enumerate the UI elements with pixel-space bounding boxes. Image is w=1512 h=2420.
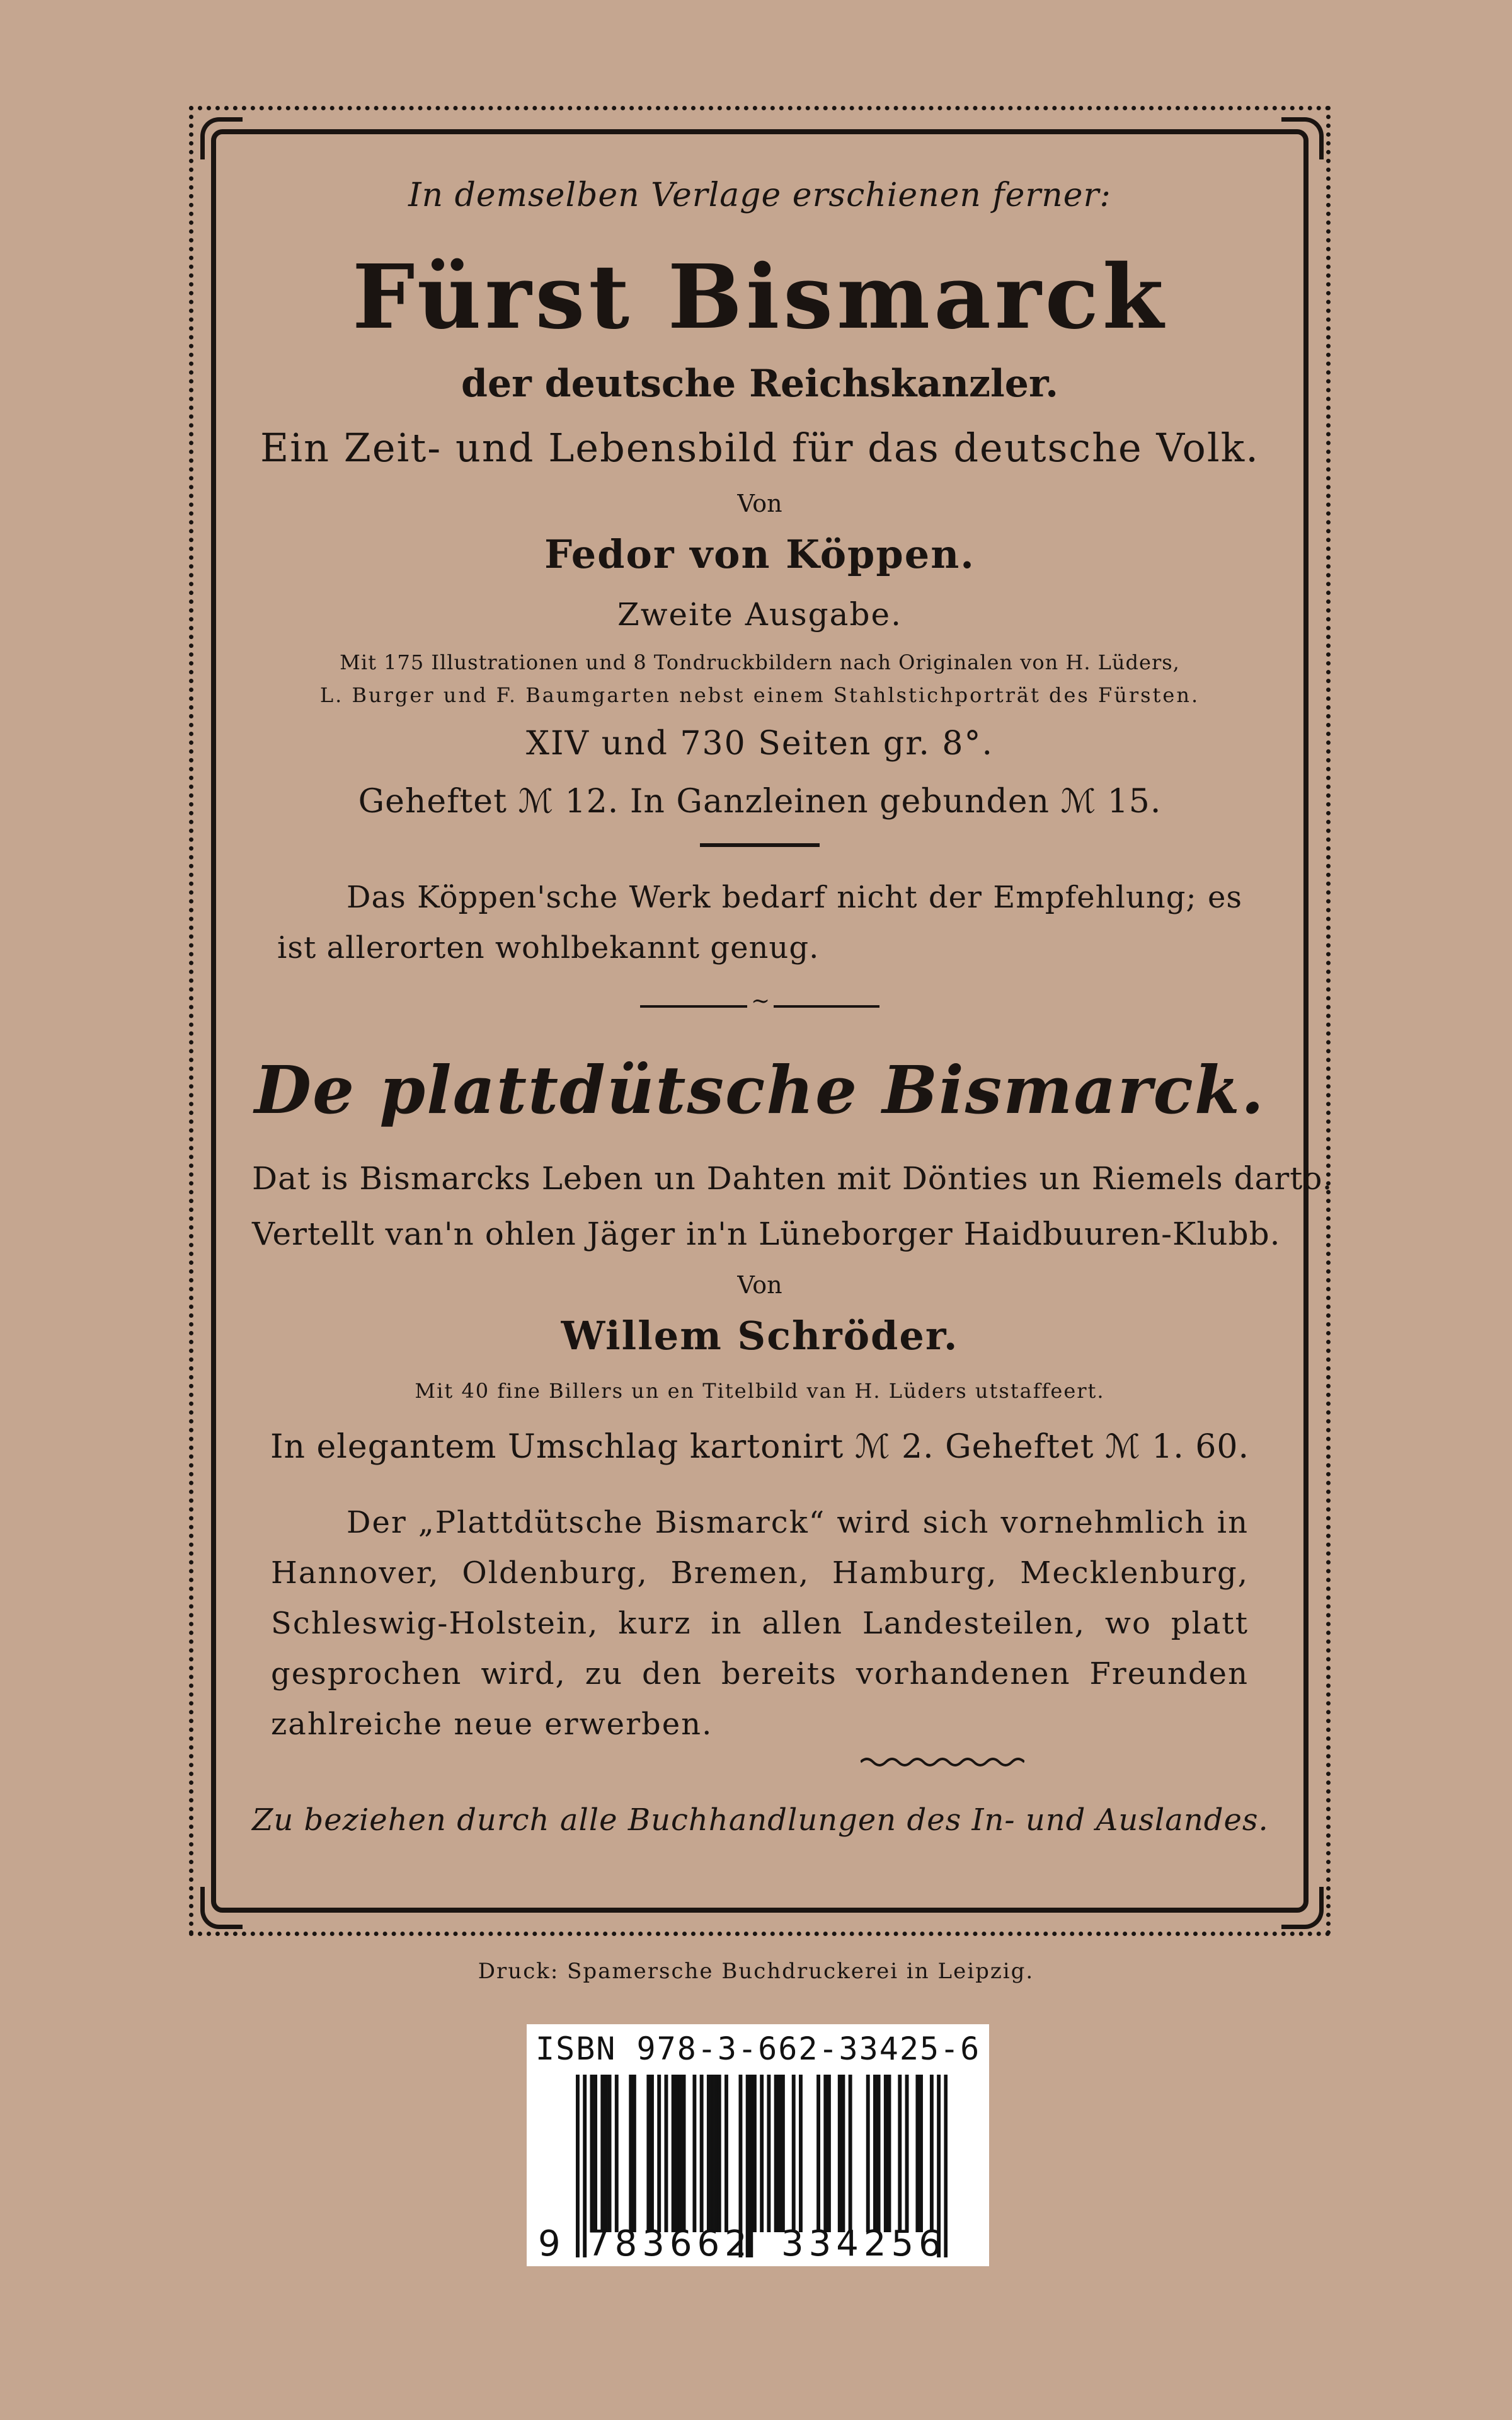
book-title-fuerst-bismarck: Fürst Bismarck — [352, 246, 1167, 349]
barcode-bar — [633, 2075, 636, 2232]
edition-label: Zweite Ausgabe. — [617, 596, 902, 633]
barcode-bar — [905, 2075, 909, 2232]
corner-ornament — [200, 1887, 243, 1929]
review-paragraph: Das Köppen'sche Werk bedarf nicht der Empfehlung; es ist allerorten wohlbekannt genug. — [277, 880, 1242, 965]
author-name: Willem Schröder. — [561, 1313, 959, 1359]
advertisement-content — [252, 158, 1333, 1838]
ornament-divider — [640, 988, 879, 1014]
barcode-bar — [930, 2075, 934, 2232]
barcode-bar — [915, 2075, 919, 2232]
corner-ornament — [1281, 117, 1324, 159]
barcode-bar — [629, 2075, 633, 2232]
barcode-bar — [583, 2075, 587, 2257]
distribution-note: Zu beziehen durch alle Buchhandlungen des In- und Auslandes. — [252, 1802, 1269, 1838]
barcode-bar — [866, 2075, 870, 2232]
corner-ornament — [1281, 1887, 1324, 1929]
barcode-bar — [608, 2075, 612, 2232]
barcode-bar — [753, 2075, 757, 2232]
barcode-bar — [615, 2075, 619, 2232]
barcode-box — [527, 2024, 989, 2266]
barcode-bar — [799, 2075, 803, 2232]
barcode-bar — [774, 2075, 778, 2232]
price-line: In elegantem Umschlag kartonirt ℳ 2. Geheftet ℳ 1. 60. — [270, 1428, 1250, 1466]
barcode-bar — [718, 2075, 721, 2232]
book-subtitle: der deutsche Reichskanzler. — [461, 362, 1058, 406]
divider — [700, 843, 820, 847]
barcode-bar — [604, 2075, 608, 2232]
barcode-bar — [672, 2075, 675, 2232]
illustrations-line: Mit 175 Illustrationen und 8 Tondruckbildern nach Originalen von H. Lüders, — [340, 650, 1180, 674]
book-title-plattduetsche-bismarck: De plattdütsche Bismarck. — [254, 1051, 1266, 1129]
book-description: Dat is Bismarcks Leben un Dahten mit Dönties un Riemels darto. — [252, 1160, 1333, 1197]
lead-line: In demselben Verlage erschienen ferner: — [408, 176, 1111, 214]
barcode-bar — [700, 2075, 704, 2232]
barcode-bar — [675, 2075, 679, 2232]
barcode-bar — [841, 2075, 845, 2232]
barcode-bar — [682, 2075, 686, 2232]
barcode-bar — [707, 2075, 711, 2232]
illustrations-line: L. Burger und F. Baumgarten nebst einem Stahlstichporträt des Fürsten. — [319, 683, 1200, 707]
barcode-bar — [792, 2075, 796, 2232]
barcode-bar — [919, 2075, 923, 2232]
by-label: Von — [737, 1271, 782, 1299]
author-name: Fedor von Köppen. — [544, 531, 975, 577]
barcode-bar — [600, 2075, 604, 2232]
book-description: Ein Zeit- und Lebensbild für das deutsche Volk. — [260, 425, 1259, 471]
barcode-bar — [816, 2075, 820, 2232]
barcode-bar — [849, 2075, 852, 2232]
barcode-bar — [646, 2075, 650, 2232]
corner-ornament — [200, 117, 243, 159]
barcode-bar — [877, 2075, 881, 2232]
barcode-bar — [823, 2075, 827, 2232]
barcode-digits-right: 334256 — [781, 2223, 946, 2264]
price-line: Geheftet ℳ 12. In Ganzleinen gebunden ℳ 15. — [358, 783, 1162, 821]
barcode-bar — [838, 2075, 842, 2232]
barcode-bar — [898, 2075, 902, 2232]
barcode-bar — [724, 2075, 728, 2232]
barcode-bar — [781, 2075, 785, 2232]
barcode-bar — [593, 2075, 597, 2232]
barcode-bar — [576, 2075, 580, 2257]
barcode-bar — [884, 2075, 888, 2232]
barcode-bar — [711, 2075, 714, 2232]
ornament-glyph: ~ — [747, 988, 774, 1014]
printer-imprint: Druck: Spamersche Buchdruckerei in Leipzig. — [478, 1959, 1034, 1984]
barcode-bar — [590, 2075, 593, 2232]
by-label: Von — [737, 490, 782, 517]
barcode-bar — [664, 2075, 668, 2232]
barcode-bar — [827, 2075, 831, 2232]
review-paragraph: Der „Plattdütsche Bismarck“ wird sich vornehmlich in Hannover, Oldenburg, Bremen, Hamburg, Mecklenburg, Schleswig-Holstein, kurz in allen Landesteilen, wo platt gesprochen wird, zu den bereits vorhandenen Freunden zahlreiche neue erwerben. — [271, 1505, 1249, 1742]
barcode-bar — [767, 2075, 770, 2232]
barcode-bar — [887, 2075, 891, 2232]
barcode-digits-left: 783662 — [587, 2223, 752, 2264]
barcode-digit: 9 — [538, 2223, 561, 2264]
barcode-bar — [650, 2075, 654, 2232]
barcode-bar — [692, 2075, 696, 2232]
barcode-bar — [679, 2075, 682, 2232]
barcode-bar — [777, 2075, 781, 2232]
wavy-divider — [861, 1756, 1024, 1768]
barcode-bar — [657, 2075, 661, 2232]
isbn-label: ISBN 978-3-662-33425-6 — [536, 2031, 981, 2067]
page-count: XIV und 730 Seiten gr. 8°. — [525, 725, 994, 763]
barcode-bar — [714, 2075, 718, 2232]
barcode-bar — [760, 2075, 764, 2232]
book-description: Vertellt van'n ohlen Jäger in'n Lüneborger Haidbuuren-Klubb. — [252, 1216, 1281, 1252]
illustrations-line: Mit 40 fine Billers un en Titelbild van H. Lüders utstaffeert. — [415, 1379, 1105, 1403]
barcode-bar — [873, 2075, 877, 2232]
